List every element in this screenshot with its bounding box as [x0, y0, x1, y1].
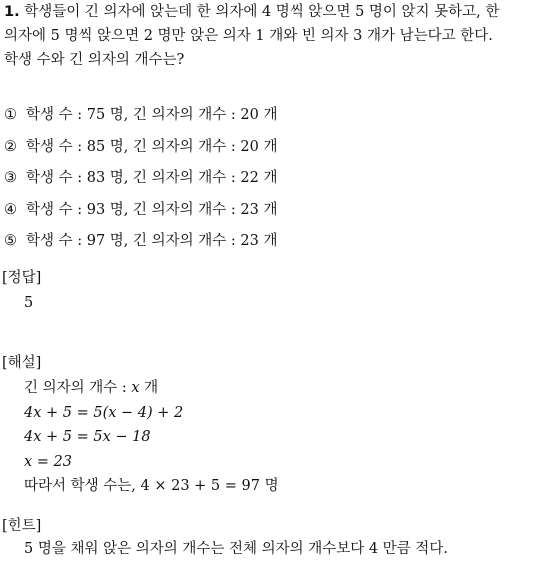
question-line-1: 1. 학생들이 긴 의자에 앉는데 한 의자에 4 명씩 앉으면 5 명이 앉지 못하고, 한	[4, 4, 500, 20]
equation-1: 4x + 5 = 5(x − 4) + 2	[24, 404, 184, 421]
question-line-3: 학생 수와 긴 의자의 개수는?	[4, 52, 185, 68]
choice-2[interactable]: ② 학생 수 : 85 명, 긴 의자의 개수 : 20 개	[4, 138, 278, 155]
explanation-label: [해설]	[2, 355, 42, 371]
hint-section	[24, 537, 448, 562]
answer-value: 5	[24, 295, 34, 311]
equation-3: x = 23	[24, 453, 72, 470]
explanation-line-1: 긴 의자의 개수 : x 개	[24, 380, 159, 396]
choice-1[interactable]: ① 학생 수 : 75 명, 긴 의자의 개수 : 20 개	[4, 107, 278, 123]
question-block	[4, 0, 532, 72]
question-number: 1.	[4, 4, 20, 20]
equation-2: 4x + 5 = 5x − 18	[24, 429, 151, 445]
hint-label: [힌트]	[2, 518, 42, 534]
conclusion-line: 따라서 학생 수는, 4 × 23 + 5 = 97 명	[24, 478, 279, 494]
question-line-2: 의자에 5 명씩 앉으면 2 명만 앉은 의자 1 개와 빈 의자 3 개가 남는다고 한다.	[4, 28, 493, 44]
answer-section	[24, 291, 33, 316]
choice-5[interactable]: ⑤ 학생 수 : 97 명, 긴 의자의 개수 : 23 개	[4, 233, 278, 249]
choice-4[interactable]: ④ 학생 수 : 93 명, 긴 의자의 개수 : 23 개	[4, 201, 278, 218]
choice-list	[4, 100, 532, 258]
answer-label: [정답]	[2, 270, 42, 286]
choice-3[interactable]: ③ 학생 수 : 83 명, 긴 의자의 개수 : 22 개	[4, 170, 278, 186]
hint-text: 5 명을 채워 앉은 의자의 개수는 전체 의자의 개수보다 4 만큼 적다.	[24, 541, 448, 557]
explanation-section	[24, 376, 279, 499]
